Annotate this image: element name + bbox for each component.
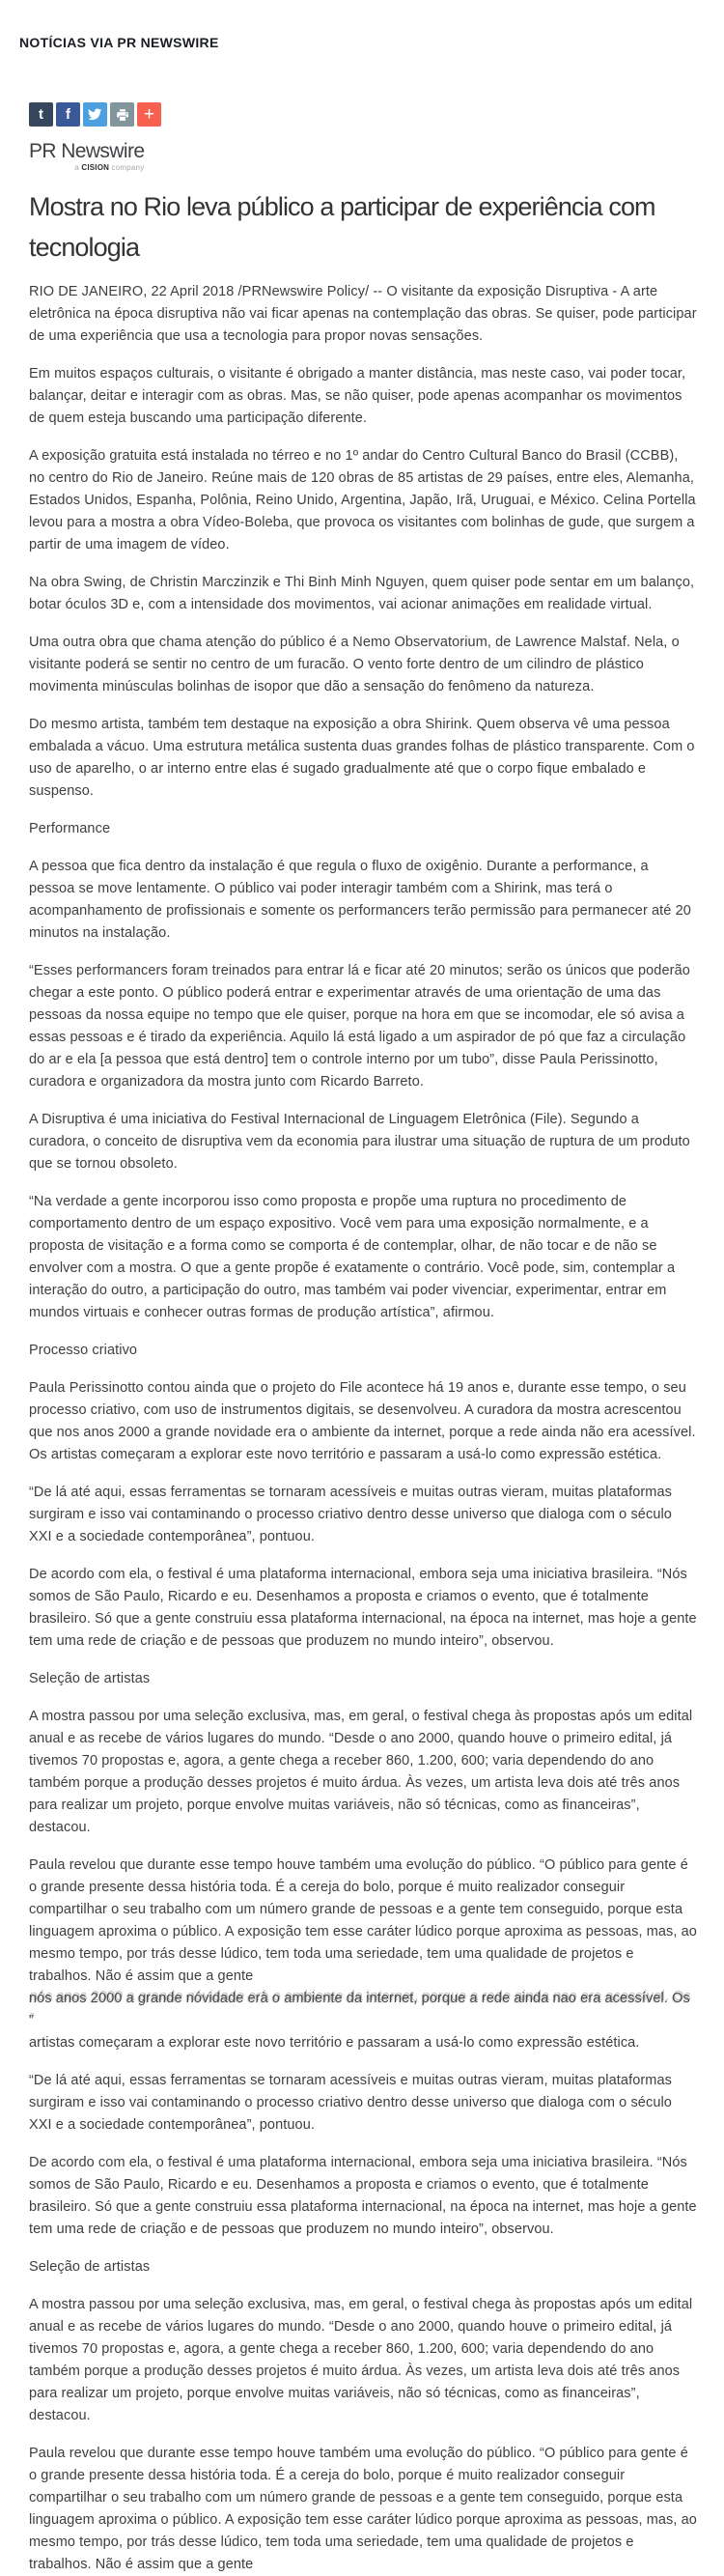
article-paragraph: “De lá até aqui, essas ferramentas se tornaram acessíveis e muitas outras vieram, muitas plataformas surgiram e isso vai contaminando o processo criativo dentro desse universo que dialoga com o século XXI e a sociedade contemporânea”, pontuou. xyxy=(29,2073,672,2133)
article-paragraph: Paula revelou que durante esse tempo houve também uma evolução do público. “O público para gente é o grande presente dessa história toda. É a cereja do bolo, porque é muito realizador conseguir compartilhar o seu trabalho com um número grande de pessoas e a gente tem conseguido, porque esta linguagem aproxima o público. A exposição tem esse caráter lúdico porque aproxima as pessoas, mas, ao mesmo tempo, por trás desse lúdico, tem toda uma seriedade, tem uma qualidade de projetos e trabalhos. Não é assim que a gente xyxy=(29,1857,697,1984)
facebook-share-button[interactable] xyxy=(56,102,80,127)
tumblr-share-button[interactable] xyxy=(29,102,53,127)
logo-tagline-brand: CISION xyxy=(81,163,110,172)
news-article-page xyxy=(0,35,724,2572)
article-headline: Mostra no Rio leva público a participar de experiência com tecnologia xyxy=(29,192,655,262)
prnewswire-logo xyxy=(29,140,144,173)
share-toolbar xyxy=(29,102,724,127)
section-heading: Performance xyxy=(29,821,111,836)
article-paragraph: “De lá até aqui, essas ferramentas se tornaram acessíveis e muitas outras vieram, muitas plataformas surgiram e isso vai contaminando o processo criativo dentro desse universo que dialoga com o século XXI e a sociedade contemporânea”, pontuou. xyxy=(29,1485,672,1544)
share-more-button[interactable] xyxy=(137,102,161,127)
logo-tagline-suffix: company xyxy=(111,163,145,172)
logo-tagline xyxy=(29,163,144,173)
article-paragraph: “Esses performancers foram treinados para entrar lá e ficar até 20 minutos; serão os únicos que poderão chegar a este ponto. O público poderá entrar e experimentar através de uma orientação de uma das pessoas da nossa equipe no tempo que ele quiser, porque na hora em que se incomodar, ele só avisa a essas pessoas e é tirado da experiência. Aquilo lá está ligado a um aspirador de pó que faz a circulação do ar e ela [a pessoa que está dentro] tem o controle interno por um tubo”, disse Paula Perissinotto, curadora e organizadora da mostra junto com Ricardo Barreto. xyxy=(29,963,690,1090)
article-paragraph: A mostra passou por uma seleção exclusiva, mas, em geral, o festival chega às propostas após um edital anual e as recebe de vários lugares do mundo. “Desde o ano 2000, quando houve o primeiro edital, já tivemos 70 propostas e, agora, a gente chega a receber 860, 1.200, 600; varia dependendo do ano também porque a produção desses projetos é muito árdua. Às vezes, um artista leva dois até três anos para realizar um projeto, porque envolve muitas variáveis, não só técnicas, como as financeiras”, destacou. xyxy=(29,2297,693,2423)
article-body xyxy=(29,281,697,2576)
section-heading: Seleção de artistas xyxy=(29,1671,151,1686)
article-paragraph: De acordo com ela, o festival é uma plataforma internacional, embora seja uma iniciativa brasileira. “Nós somos de São Paulo, Ricardo e eu. Desenhamos a proposta e criamos o evento, que é totalmente brasileiro. Só que a gente construiu essa plataforma internacional, na época na internet, mas hoje a gente tem uma rede de criação e de pessoas que produzem no mundo inteiro”, observou. xyxy=(29,1567,697,1649)
article-paragraph: A exposição gratuita está instalada no térreo e no 1º andar do Centro Cultural Banco do Brasil (CCBB), no centro do Rio de Janeiro. Reúne mais de 120 obras de 85 artistas de 29 países, entre eles, Alemanha, Estados Unidos, Espanha, Polônia, Reino Unido, Argentina, Japão, Irã, Uruguai, e México. Celina Portella levou para a mostra a obra Vídeo-Boleba, que provoca os visitantes com bolinhas de gude, que surgem a partir de uma imagem de vídeo. xyxy=(29,448,696,552)
article-paragraph: Paula Perissinotto contou ainda que o projeto do File acontece há 19 anos e, durante esse tempo, o seu processo criativo, com uso de instrumentos digitais, se desenvolveu. A curadora da mostra acrescentou que nos anos 2000 a grande novidade era o ambiente da internet, porque a rede ainda não era acessível. Os artistas começaram a explorar este novo território e passaram a usá-lo como expressão estética. xyxy=(29,1380,696,1462)
article-paragraph: A pessoa que fica dentro da instalação é que regula o fluxo de oxigênio. Durante a performance, a pessoa se move lentamente. O público vai poder interagir também com a Shirink, mas terá o acompanhamento de profissionais e somente os performancers terão permissão para permanecer até 20 minutos na instalação. xyxy=(29,859,691,941)
article-paragraph: Paula revelou que durante esse tempo houve também uma evolução do público. “O público para gente é o grande presente dessa história toda. É a cereja do bolo, porque é muito realizador conseguir compartilhar o seu trabalho com um número grande de pessoas e a gente tem conseguido, porque esta linguagem aproxima o público. A exposição tem esse caráter lúdico porque aproxima as pessoas, mas, ao mesmo tempo, por trás desse lúdico, tem toda uma seriedade, tem uma qualidade de projetos e trabalhos. Não é assim que a gente xyxy=(29,2446,697,2572)
twitter-share-button[interactable] xyxy=(83,102,107,127)
article-paragraph: artistas começaram a explorar este novo território e passaram a usá-lo como expressão estética. xyxy=(29,2035,640,2051)
article-paragraph: Uma outra obra que chama atenção do público é a Nemo Observatorium, de Lawrence Malstaf. Nela, o visitante poderá se sentir no centro de um furacão. O vento forte dentro de um cilindro de plástico movimenta minúsculas bolinhas de isopor que dão a sensação do fenômeno da natureza. xyxy=(29,635,680,694)
logo-tagline-prefix: a xyxy=(74,163,79,172)
twitter-icon xyxy=(88,108,102,121)
facebook-icon: f xyxy=(66,106,70,123)
tumblr-icon: t xyxy=(39,106,43,123)
section-heading: Processo criativo xyxy=(29,1343,138,1358)
article-paragraph: Na obra Swing, de Christin Marczinzik e Thi Binh Minh Nguyen, quem quiser pode sentar em um balanço, botar óculos 3D e, com a intensidade dos movimentos, vai acionar animações em realidade virtual. xyxy=(29,575,695,612)
page-title: NOTÍCIAS VIA PR NEWSWIRE xyxy=(19,35,219,50)
article-paragraph: De acordo com ela, o festival é uma plataforma internacional, embora seja uma iniciativa brasileira. “Nós somos de São Paulo, Ricardo e eu. Desenhamos a proposta e criamos o evento, que é totalmente brasileiro. Só que a gente construiu essa plataforma internacional, na época na internet, mas hoje a gente tem uma rede de criação e de pessoas que produzem no mundo inteiro”, observou. xyxy=(29,2155,697,2237)
section-heading: Seleção de artistas xyxy=(29,2259,151,2275)
print-button[interactable] xyxy=(110,102,134,127)
plus-icon: + xyxy=(143,104,155,125)
article-paragraph: Em muitos espaços culturais, o visitante é obrigado a manter distância, mas neste caso, vai poder tocar, balançar, deitar e interagir com as obras. Mas, se não quiser, pode apenas acompanhar os movimentos de quem esteja buscando uma participação diferente. xyxy=(29,366,686,426)
article-paragraph: RIO DE JANEIRO, 22 April 2018 /PRNewswire Policy/ -- O visitante da exposição Disruptiva - A arte eletrônica na época disruptiva não vai ficar apenas na contemplação das obras. Se quiser, pode participar de uma experiência que usa a tecnologia para propor novas sensações. xyxy=(29,284,697,344)
article-paragraph: A mostra passou por uma seleção exclusiva, mas, em geral, o festival chega às propostas após um edital anual e as recebe de vários lugares do mundo. “Desde o ano 2000, quando houve o primeiro edital, já tivemos 70 propostas e, agora, a gente chega a receber 860, 1.200, 600; varia dependendo do ano também porque a produção desses projetos é muito árdua. Às vezes, um artista leva dois até três anos para realizar um projeto, porque envolve muitas variáveis, não só técnicas, como as financeiras”, destacou. xyxy=(29,1709,693,1835)
logo-text: PR Newswire xyxy=(29,140,145,162)
glitched-text-line: nós anos 2000 a grande nóvidade erà o ambiente da internet, porque a rede ainda nao era acessível. Os ” xyxy=(29,1991,690,2028)
article-paragraph: Do mesmo artista, também tem destaque na exposição a obra Shirink. Quem observa vê uma pessoa embalada a vácuo. Uma estrutura metálica sustenta duas grandes folhas de plástico transparente. Com o uso de aparelho, o ar interno entre elas é sugado gradualmente até que o corpo fique embalado e suspenso. xyxy=(29,717,695,799)
article-paragraph: “Na verdade a gente incorporou isso como proposta e propõe uma ruptura no procedimento de comportamento dentro de um espaço expositivo. Você vem para uma exposição normalmente, e a proposta de visitação e a forma como se comporta é de contemplar, olhar, de não tocar e de não se envolver com a mostra. O que a gente propõe é exatamente o contrário. Você pode, sim, contemplar a interação do outro, a participação do outro, mas também vai poder vivenciar, experimentar, entrar em mundos virtuais e conhecer outras formas de produção artística”, afirmou. xyxy=(29,1194,676,1320)
printer-icon xyxy=(116,108,129,122)
article-paragraph: A Disruptiva é uma iniciativa do Festival Internacional de Linguagem Eletrônica (File). Segundo a curadora, o conceito de disruptiva vem da economia para ilustrar uma situação de ruptura de um produto que se tornou obsoleto. xyxy=(29,1112,690,1172)
